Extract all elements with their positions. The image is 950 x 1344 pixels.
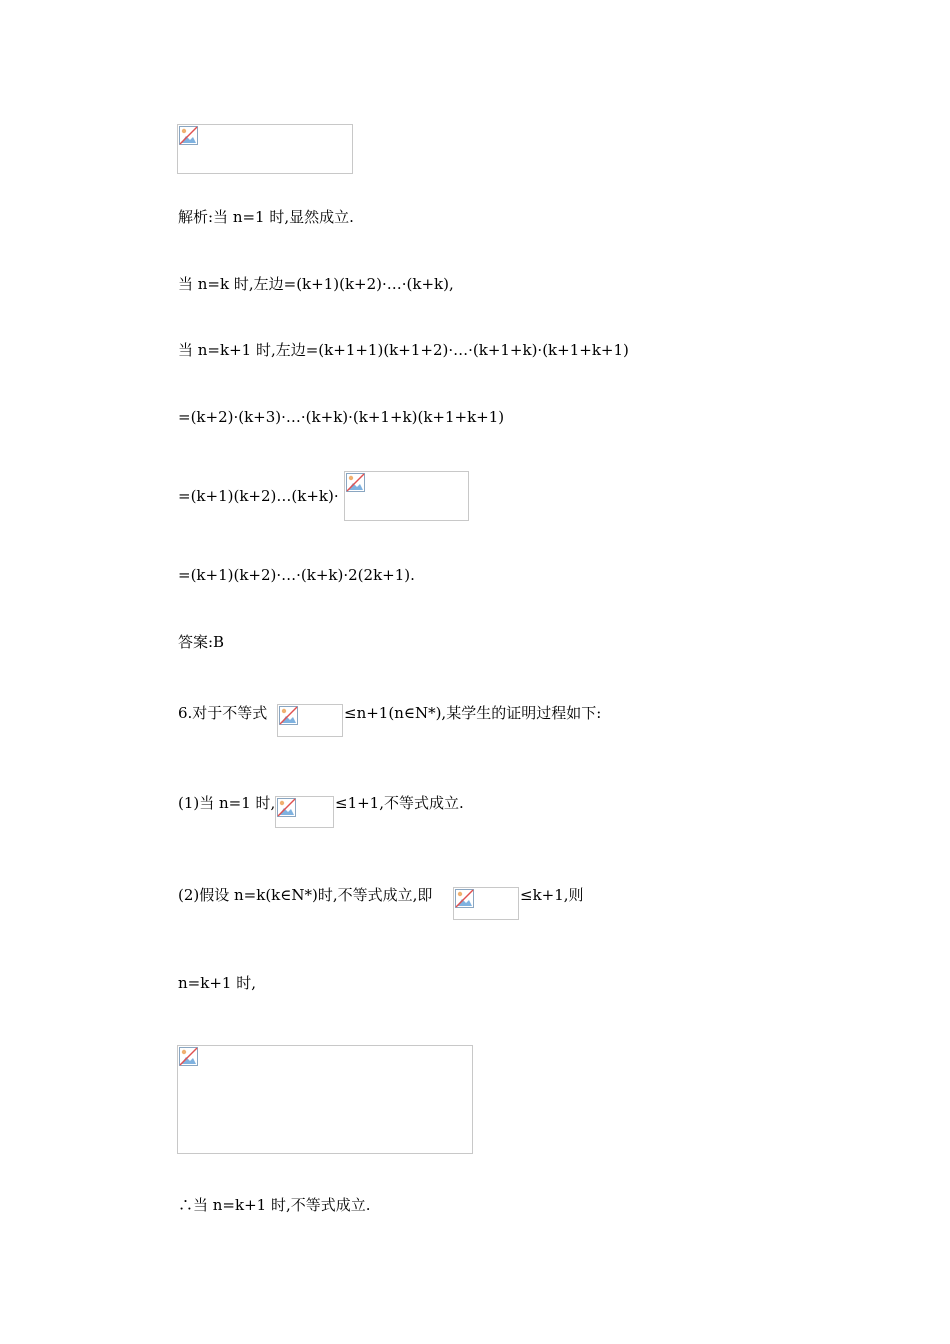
- step-1-line: [178, 793, 275, 813]
- formula-image-fraction: [344, 471, 469, 521]
- formula-image-top: [177, 124, 353, 174]
- answer-line: 答案:B: [178, 633, 225, 651]
- question-6-prefix: 6.对于不等式: [178, 704, 268, 722]
- formula-image-proof: [177, 1045, 473, 1154]
- broken-image-icon: [277, 798, 296, 817]
- step-1-suffix: ≤1+1,不等式成立.: [335, 794, 464, 812]
- n-k-plus-1-line: n=k+1 时,: [178, 974, 256, 992]
- formula-image-step1: [275, 796, 334, 828]
- case-n-k-line: 当 n=k 时,左边=(k+1)(k+2)·…·(k+k),: [178, 275, 454, 293]
- expansion-line-1: =(k+2)·(k+3)·…·(k+k)·(k+1+k)(k+1+k+1): [178, 408, 505, 426]
- step-2-prefix: (2)假设 n=k(k∈N*)时,不等式成立,即: [178, 886, 433, 904]
- analysis-line: 解析:当 n=1 时,显然成立.: [178, 208, 354, 226]
- formula-image-q6: [277, 704, 343, 737]
- broken-image-icon: [179, 126, 198, 145]
- question-6-line: [178, 703, 267, 723]
- conclusion-line: ∴当 n=k+1 时,不等式成立.: [178, 1196, 371, 1214]
- formula-image-step2: [453, 887, 519, 920]
- question-6-suffix: ≤n+1(n∈N*),某学生的证明过程如下:: [344, 704, 602, 722]
- expansion-line-3: =(k+1)(k+2)·…·(k+k)·2(2k+1).: [178, 566, 415, 584]
- broken-image-icon: [179, 1047, 198, 1066]
- broken-image-icon: [346, 473, 365, 492]
- case-n-k-plus-1-line: 当 n=k+1 时,左边=(k+1+1)(k+1+2)·…·(k+1+k)·(k+1+k+1): [178, 341, 629, 359]
- broken-image-icon: [455, 889, 474, 908]
- step-2-suffix: ≤k+1,则: [520, 886, 584, 904]
- step-1-prefix: (1)当 n=1 时,: [178, 794, 276, 812]
- broken-image-icon: [279, 706, 298, 725]
- step-2-line: [178, 885, 432, 905]
- expansion-line-2: [178, 486, 339, 506]
- expansion-line-2-text: =(k+1)(k+2)…(k+k)·: [178, 487, 339, 505]
